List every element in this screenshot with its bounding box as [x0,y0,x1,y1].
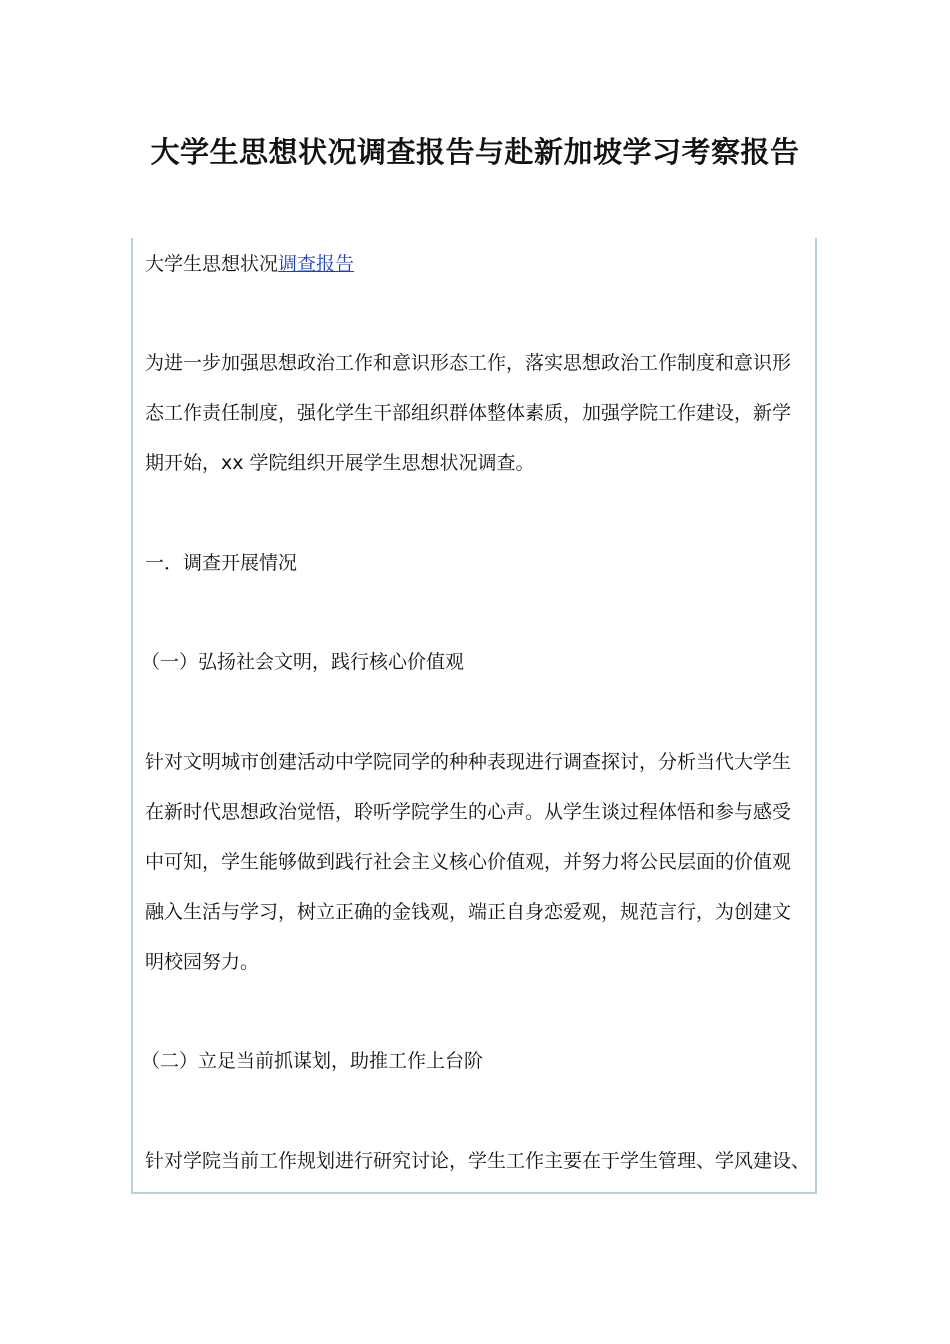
body-line: 中可知，学生能够做到践行社会主义核心价值观，并努力将公民层面的价值观 [145,851,792,873]
body-line: 明校园努力。 [145,951,260,973]
subsection-heading: （二）立足当前抓谋划，助推工作上台阶 [141,1050,484,1072]
intro-line: 态工作责任制度，强化学生干部组织群体整体素质，加强学院工作建设，新学 [145,402,792,424]
report-link[interactable]: 调查报告 [278,253,355,275]
body-line: 针对文明城市创建活动中学院同学的种种表现进行调查探讨，分析当代大学生 [145,751,792,773]
body-line: 融入生活与学习，树立正确的金钱观，端正自身恋爱观，规范言行，为创建文 [145,901,792,923]
report-heading [145,250,805,278]
report-heading-text: 大学生思想状况 [145,253,279,275]
intro-line: 期开始，xx 学院组织开展学生思想状况调查。 [145,452,535,474]
content-frame [131,238,817,1194]
document-title: 大学生思想状况调查报告与赴新加坡学习考察报告 [150,135,800,169]
intro-line: 为进一步加强思想政治工作和意识形态工作，落实思想政治工作制度和意识形 [145,352,792,374]
section-heading: 一．调查开展情况 [145,552,298,574]
body-line: 针对学院当前工作规划进行研究讨论，学生工作主要在于学生管理、学风建设、 [145,1150,811,1172]
body-line: 在新时代思想政治觉悟，聆听学院学生的心声。从学生谈过程体悟和参与感受 [145,801,792,823]
subsection-heading: （一）弘扬社会文明，践行核心价值观 [141,651,465,673]
